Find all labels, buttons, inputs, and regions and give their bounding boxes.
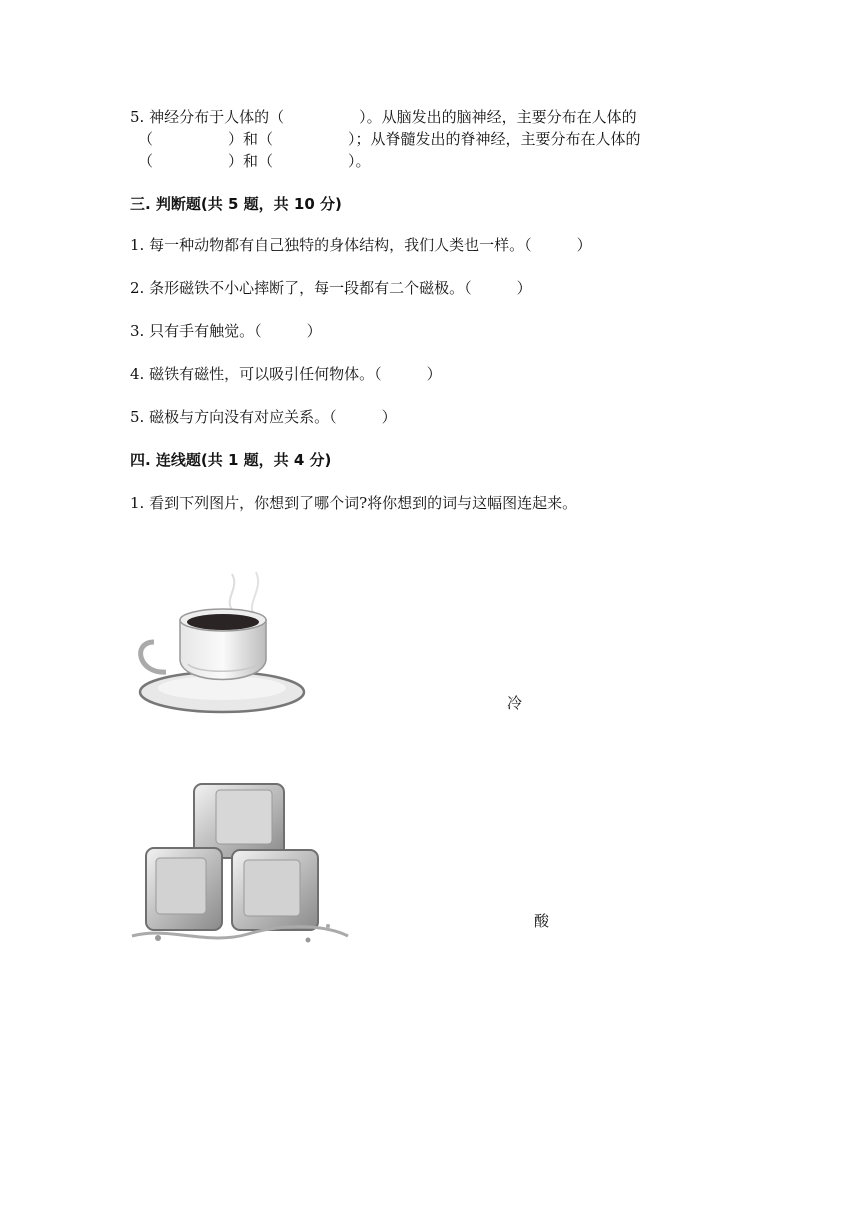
ice-cubes-image: [128, 776, 352, 948]
hot-cup-of-tea-image: [136, 570, 336, 730]
judge-item-1: 1. 每一种动物都有自己独特的身体结构，我们人类也一样。（ ）: [130, 236, 592, 254]
q5-line-2: （ ）和（ ）；从脊髓发出的脊神经，主要分布在人体的: [138, 130, 641, 148]
section-4-title: 四. 连线题(共 1 题，共 4 分): [130, 451, 332, 469]
judge-item-2: 2. 条形磁铁不小心摔断了，每一段都有二个磁极。（ ）: [130, 279, 532, 297]
judge-item-3: 3. 只有手有触觉。（ ）: [130, 322, 322, 340]
judge-item-4: 4. 磁铁有磁性，可以吸引任何物体。（ ）: [130, 365, 442, 383]
q5-line-1: 5. 神经分布于人体的（ ）。从脑发出的脑神经，主要分布在人体的: [130, 108, 637, 126]
match-question: 1. 看到下列图片，你想到了哪个词?将你想到的词与这幅图连起来。: [130, 494, 578, 512]
match-word-cold: 冷: [507, 694, 523, 712]
section-3-title: 三. 判断题(共 5 题，共 10 分): [130, 195, 342, 213]
q5-line-3: （ ）和（ ）。: [138, 152, 371, 170]
match-word-sour: 酸: [534, 912, 550, 930]
judge-item-5: 5. 磁极与方向没有对应关系。（ ）: [130, 408, 397, 426]
